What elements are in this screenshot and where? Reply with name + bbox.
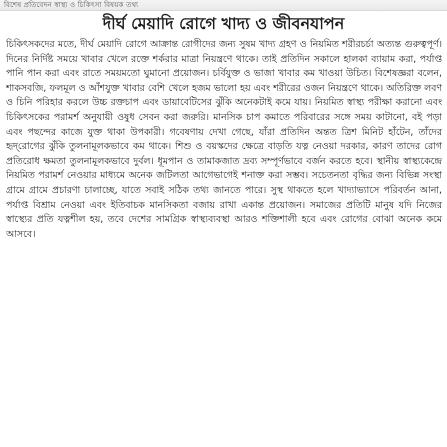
article-title: দীর্ঘ মেয়াদি রোগে খাদ্য ও জীবনযাপন bbox=[102, 14, 345, 33]
article-body: চিকিৎসকদের মতে, দীর্ঘ মেয়াদি রোগে আক্রান্ত রোগীদের জন্য সুষম খাদ্য গ্রহণ ও নিয়মিত শরীরচর্চা অত্যন্ত গুরুত্বপূর্ণ। দিনের নির্দিষ্ট সময়ে খাবার খেলে রক্তে শর্করার মাত্রা নিয়ন্ত্রণে থাকে। তাই প্রতিদিন সকালে হালকা ব্যায়াম করা, পর্যাপ্ত পানি পান করা এবং রাতে সময়মতো ঘুমানো প্রয়োজন। চর্বিযুক্ত ও ভাজা খাবার কম খাওয়া উচিত। বিশেষজ্ঞরা বলেন, শাকসবজি, ফলমূল ও আঁশযুক্ত খাবার বেশি খেলে হজম ভালো হয় এবং শরীরের ওজন নিয়ন্ত্রণে থাকে। অতিরিক্ত লবণ ও চিনি পরিহার করলে উচ্চ রক্তচাপ এবং ডায়াবেটিসের ঝুঁকি অনেকটাই কমে যায়। নিয়মিত স্বাস্থ্য পরীক্ষা করানো এবং চিকিৎসকের পরামর্শ অনুযায়ী ওষুধ সেবন করা জরুরি। মানসিক চাপ কমাতে পরিবারের সঙ্গে সময় কাটানো, বই পড়া এবং পছন্দের কাজে যুক্ত থাকা উপকারী। গবেষণায় দেখা গেছে, যাঁরা প্রতিদিন অন্তত ত্রিশ মিনিট হাঁটেন, তাঁদের হৃদ্‌রোগের ঝুঁকি তুলনামূলকভাবে কম থাকে। শিশু ও বয়স্কদের ক্ষেত্রে বাড়তি যত্ন নেওয়া দরকার, কারণ তাদের রোগ প্রতিরোধ ক্ষমতা তুলনামূলকভাবে দুর্বল। ধূমপান ও তামাকজাত দ্রব্য সম্পূর্ণভাবে বর্জন করতে হবে। স্থানীয় স্বাস্থ্যকেন্দ্রে নিয়মিত পরামর্শ নেওয়ার মাধ্যমে অনেক জটিলতা আগেভাগেই শনাক্ত করা সম্ভব। সচেতনতা বৃদ্ধির জন্য বিভিন্ন সংস্থা গ্রামে গ্রামে প্রচারণা চালাচ্ছে, যাতে সবাই সঠিক তথ্য জানতে পারে। সুস্থ থাকতে হলে খাদ্যাভ্যাসে পরিবর্তন আনা, পর্যাপ্ত বিশ্রাম নেওয়া এবং ইতিবাচক মানসিকতা বজায় রাখা একান্ত প্রয়োজন। সমাজের প্রতিটি মানুষ যদি নিজের স্বাস্থ্যের প্রতি যত্নশীল হয়, তবে দেশের সামগ্রিক স্বাস্থ্যব্যবস্থা আরও শক্তিশালী হবে এবং রোগের বোঝা অনেক কমে আসবে। bbox=[6, 39, 442, 240]
header-strip-text: বিশেষ প্রতিবেদন স্বাস্থ্য ও চিকিৎসা বিষয়ক তথ্য bbox=[4, 1, 139, 9]
header-strip bbox=[0, 0, 447, 11]
